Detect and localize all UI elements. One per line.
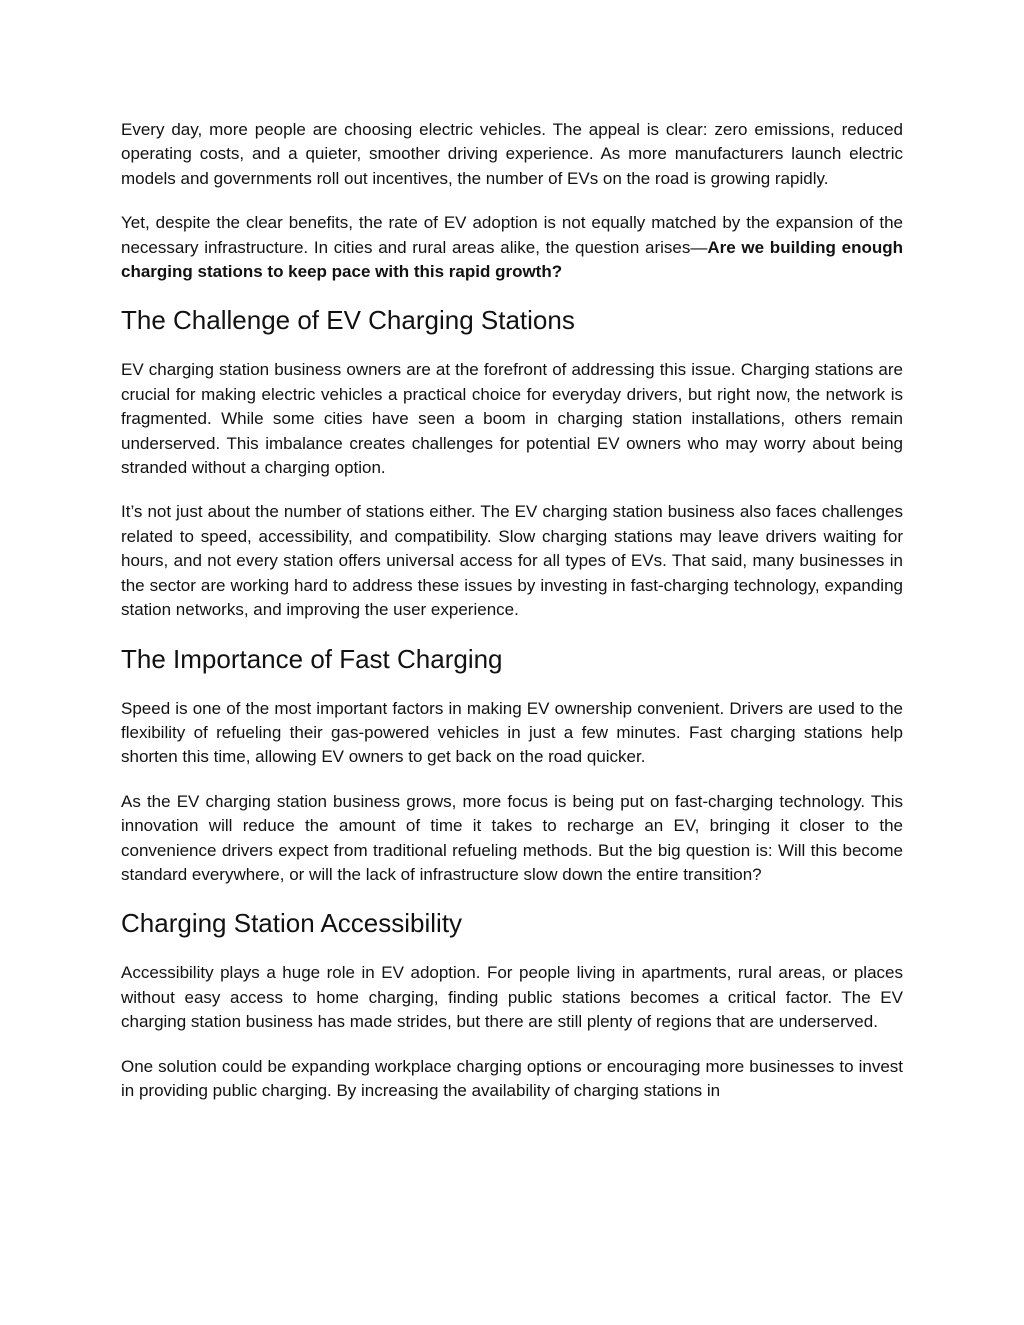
section-heading-challenge: The Challenge of EV Charging Stations xyxy=(121,305,575,336)
accessibility-paragraph-2: One solution could be expanding workplace charging options or encouraging more businesses to invest in providing public charging. By increasing the availability of charging stations in xyxy=(121,1056,903,1100)
section-heading-fast-charging: The Importance of Fast Charging xyxy=(121,643,503,674)
intro-question: Are we building enough charging stations to keep pace with this rapid growth? xyxy=(121,237,903,282)
intro-paragraph-1: Every day, more people are choosing electric vehicles. The appeal is clear: zero emissions, reduced operating costs, and a quieter, smoother driving experience. As more manufacturers launch electric models and governments roll out incentives, the number of EVs on the road is growing rapidly. xyxy=(121,120,903,188)
accessibility-paragraph-1: Accessibility plays a huge role in EV adoption. For people living in apartments, rural areas, or places without easy access to home charging, finding public stations becomes a critical factor. The EV charging station business has made strides, but there are still plenty of regions that are underserved. xyxy=(121,963,903,1032)
section-heading-accessibility: Charging Station Accessibility xyxy=(121,908,463,939)
fast-charging-paragraph-1: Speed is one of the most important factors in making EV ownership convenient. Drivers are used to the flexibility of refueling their gas-powered vehicles in just a few minutes. Fast charging stations help shorten this time, allowing EV owners to get back on the road quicker. xyxy=(121,698,903,767)
document-page xyxy=(121,118,903,1123)
intro-paragraph-2-text: Yet, despite the clear benefits, the rate of EV adoption is not equally matched by the expansion of the necessary infrastructure. In cities and rural areas alike, the question arises— xyxy=(121,213,903,257)
challenge-paragraph-2: It’s not just about the number of stations either. The EV charging station business also faces challenges related to speed, accessibility, and compatibility. Slow charging stations may leave drivers waiting for hours, and not every station offers universal access for all types of EVs. That said, many businesses in the sector are working hard to address these issues by investing in fast-charging technology, expanding station networks, and improving the user experience. xyxy=(121,502,903,620)
challenge-paragraph-1: EV charging station business owners are at the forefront of addressing this issue. Charging stations are crucial for making electric vehicles a practical choice for everyday drivers, but right now, the network is fragmented. While some cities have seen a boom in charging station installations, others remain underserved. This imbalance creates challenges for potential EV owners who may worry about being stranded without a charging option. xyxy=(121,360,903,478)
fast-charging-paragraph-2: As the EV charging station business grows, more focus is being put on fast-charging technology. This innovation will reduce the amount of time it takes to recharge an EV, bringing it closer to the convenience drivers expect from traditional refueling methods. But the big question is: Will this become standard everywhere, or will the lack of infrastructure slow down the entire transition? xyxy=(121,791,903,884)
intro-paragraph-2 xyxy=(121,211,903,284)
